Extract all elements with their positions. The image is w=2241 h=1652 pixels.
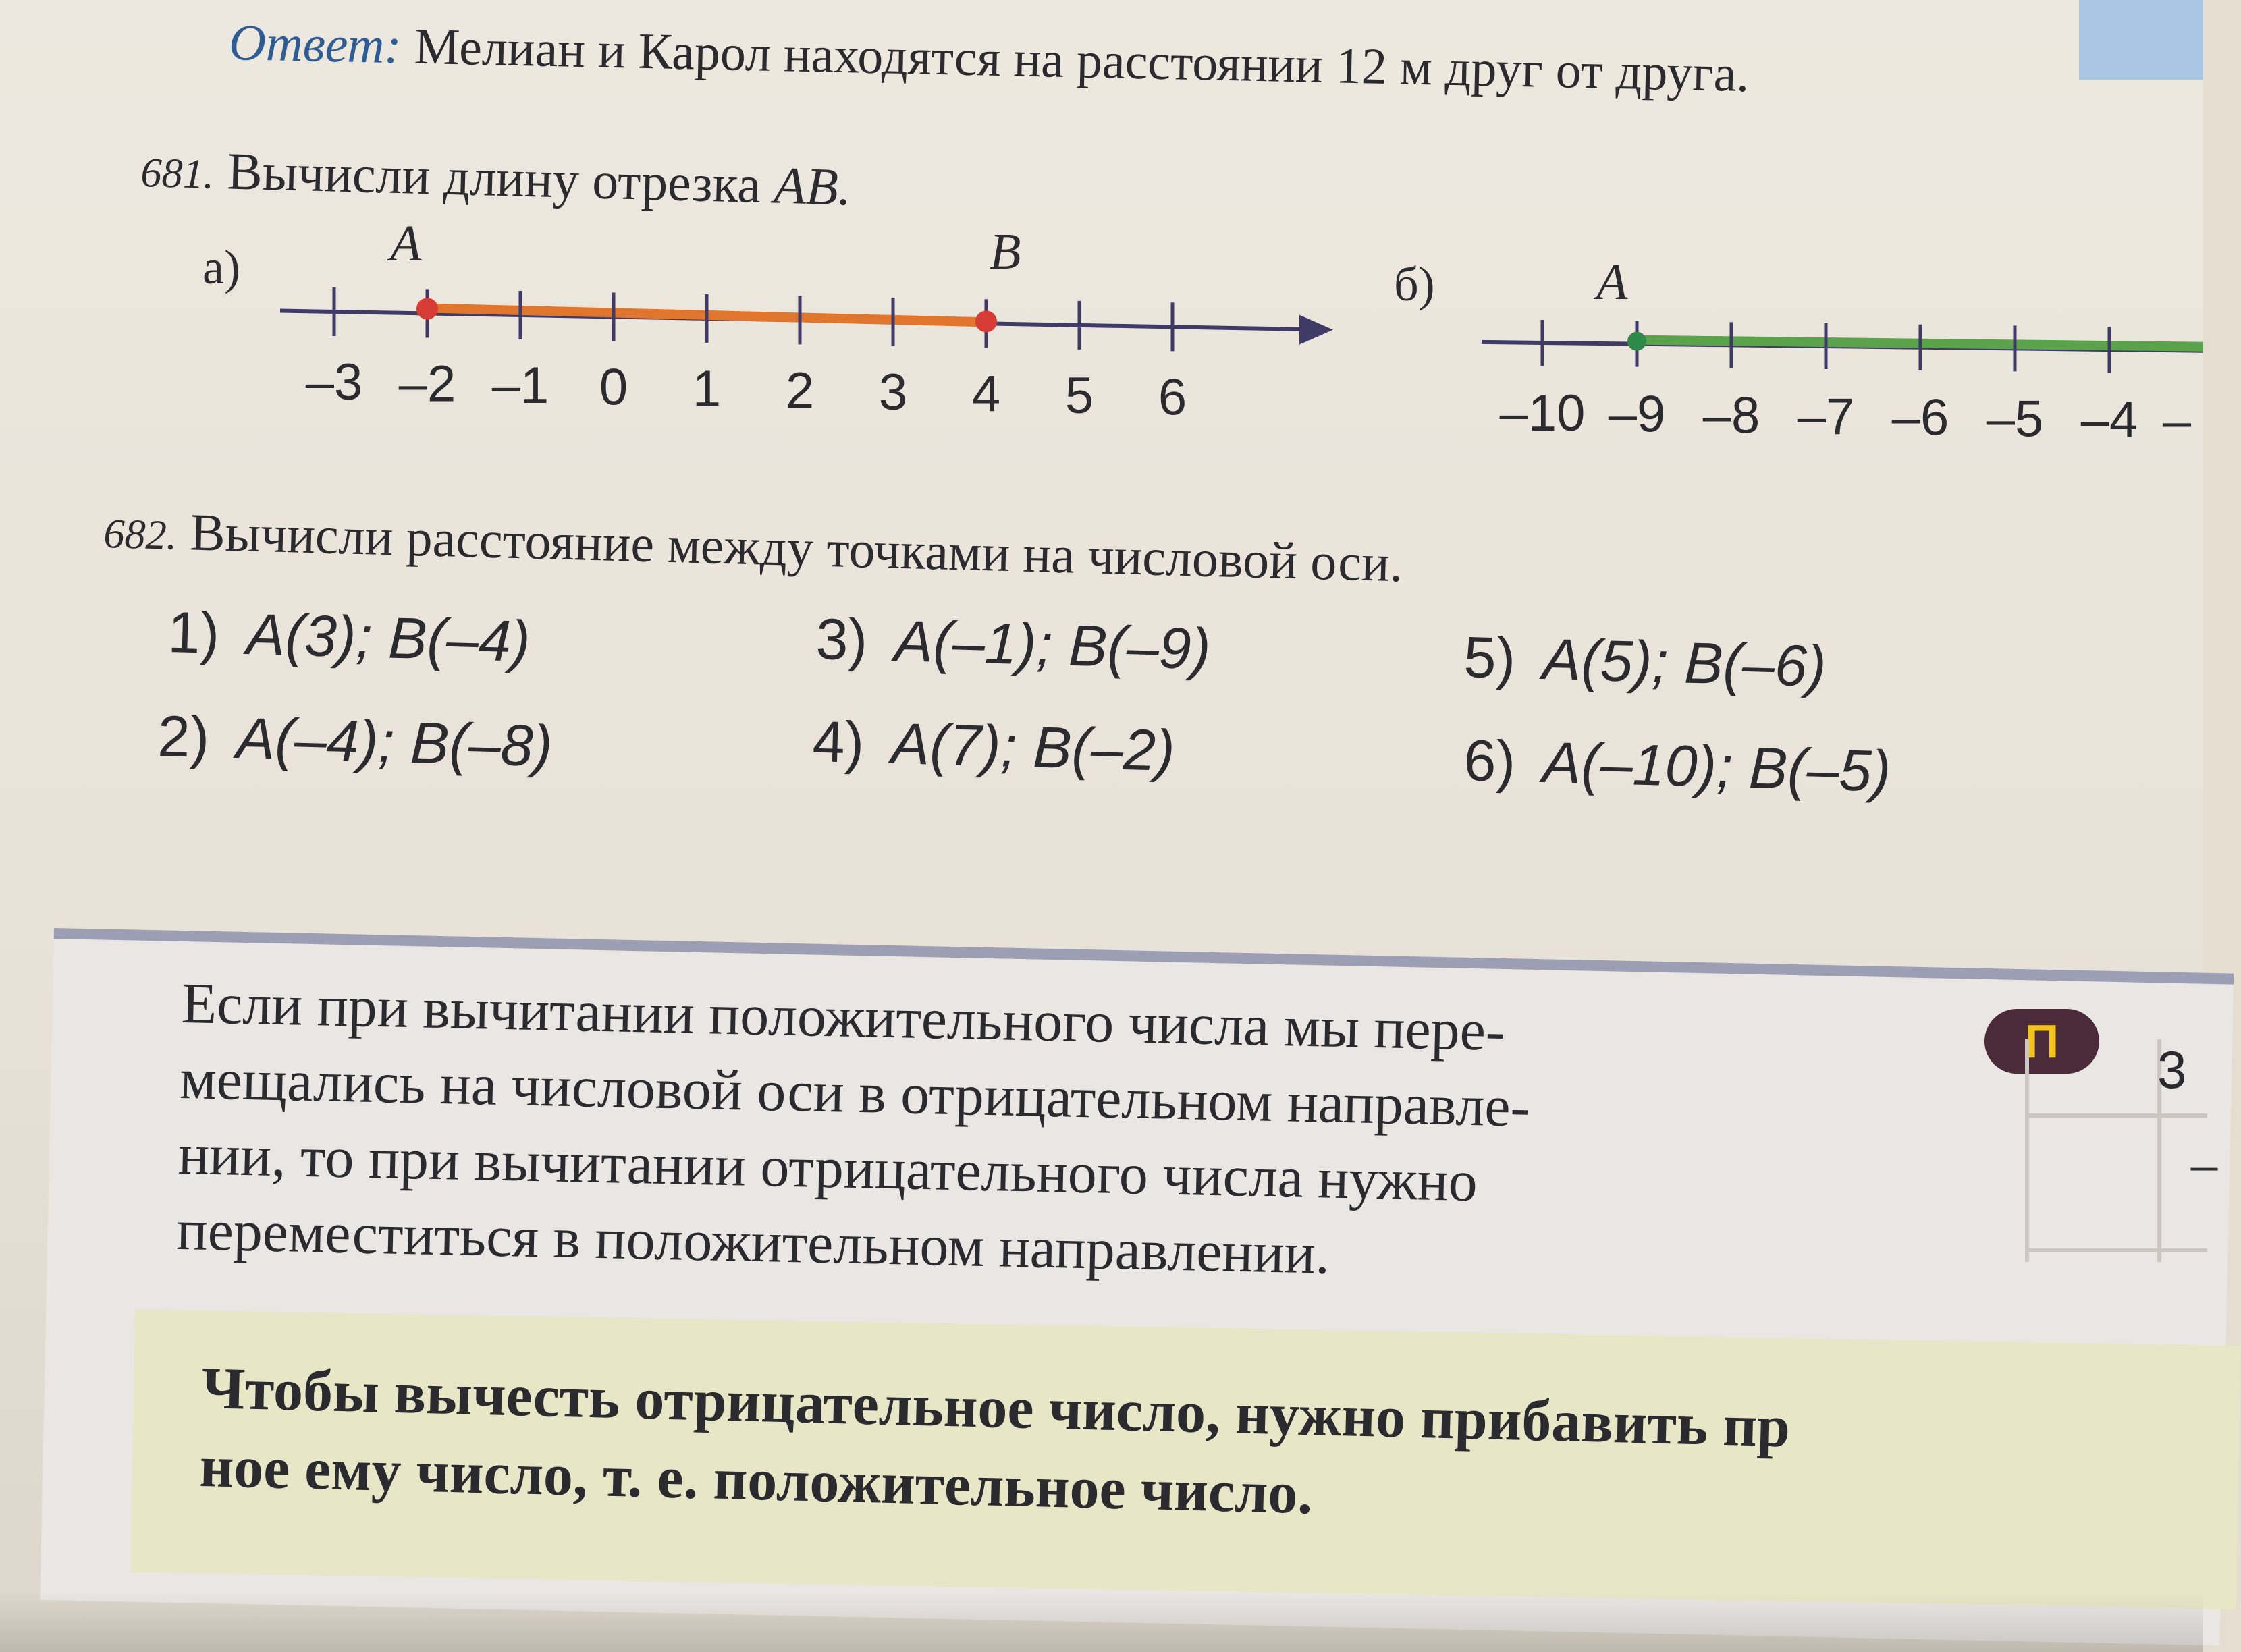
item-number: 4): [811, 709, 865, 775]
item-expression: A(7); B(–2): [890, 711, 1176, 784]
tick-label: –3: [305, 354, 363, 411]
part-a-point-b-label: B: [990, 223, 1021, 280]
tick-label: 6: [1158, 368, 1187, 426]
tick-label: –1: [491, 356, 549, 414]
number-line-b: [0, 0, 2203, 472]
exercise-item: [167, 599, 531, 676]
tick-label: –2: [398, 355, 456, 413]
item-number: 1): [167, 599, 221, 666]
tick-label: –8: [1702, 387, 1760, 445]
tick-label: 3: [878, 363, 908, 421]
side-grid: [2025, 1039, 2217, 1262]
rule-text: [176, 965, 1910, 1304]
grid-line: [2029, 1248, 2207, 1252]
tick-label: –10: [1499, 385, 1586, 442]
item-expression: A(3); B(–4): [245, 602, 531, 675]
part-b-label: б): [1394, 257, 1435, 311]
grid-digit: 3: [2157, 1040, 2187, 1099]
tick-label: –: [2162, 392, 2192, 450]
task-681-number: 681.: [140, 149, 215, 198]
exercise-item: [157, 703, 553, 780]
item-number: 2): [157, 703, 211, 770]
tick-label: 2: [785, 362, 815, 420]
rule-line: нии, то при вычитании отрицательного числа нужно: [178, 1121, 1478, 1214]
tick-label: 4: [971, 365, 1001, 423]
definition-line: Чтобы вычесть отрицательное число, нужно прибавить пр: [200, 1355, 1791, 1460]
item-number: 6): [1463, 727, 1517, 794]
part-a-label: а): [202, 240, 240, 294]
tick-label: –6: [1891, 389, 1949, 447]
definition-line: ное ему число, т. е. положительное число.: [198, 1433, 1314, 1527]
tick-label: 0: [599, 358, 628, 416]
item-number: 5): [1463, 624, 1517, 691]
grid-line: [2029, 1113, 2207, 1118]
tick-label: –7: [1797, 388, 1855, 446]
item-expression: A(–4); B(–8): [235, 706, 554, 779]
rule-line: мещались на числовой оси в отрицательном направле-: [179, 1045, 1531, 1139]
task-681-title: Вычисли длину отрезка: [226, 141, 762, 215]
rule-line: Если при вычитании положительного числа мы пере-: [180, 970, 1506, 1064]
task-681-title-var: AB.: [773, 155, 853, 217]
item-number: 3): [815, 606, 869, 673]
part-a-point-a-label: A: [390, 215, 422, 272]
part-b-point-a-label: A: [1596, 254, 1628, 310]
exercise-item: [815, 606, 1211, 683]
task-682-heading: [103, 499, 1404, 594]
exercise-item: [811, 709, 1175, 785]
exercise-item: [1463, 727, 1891, 806]
page-shadow: [0, 1593, 2203, 1652]
tick-label: 1: [692, 360, 722, 418]
item-expression: A(5); B(–6): [1541, 627, 1827, 700]
grid-mark: –: [2191, 1134, 2217, 1193]
rule-line: переместиться в положительном направлении.: [176, 1196, 1331, 1286]
exercise-item: [1463, 624, 1827, 700]
tick-label: 5: [1064, 366, 1094, 424]
item-expression: A(–1); B(–9): [893, 609, 1212, 682]
tick-label: –4: [2080, 391, 2138, 449]
tick-label: –5: [1986, 390, 2044, 448]
answer-text: Мелиан и Карол находятся на расстоянии 12 м друг от друга.: [413, 18, 1750, 103]
p-badge: П: [1985, 1009, 2099, 1074]
task-682-number: 682.: [103, 510, 178, 559]
item-expression: A(–10); B(–5): [1541, 730, 1892, 804]
answer-label: Ответ:: [228, 13, 402, 75]
tick-label: –9: [1608, 385, 1666, 443]
task-682-title: Вычисли расстояние между точками на числовой оси.: [189, 502, 1404, 593]
point-a-marker-b: [1627, 332, 1646, 351]
